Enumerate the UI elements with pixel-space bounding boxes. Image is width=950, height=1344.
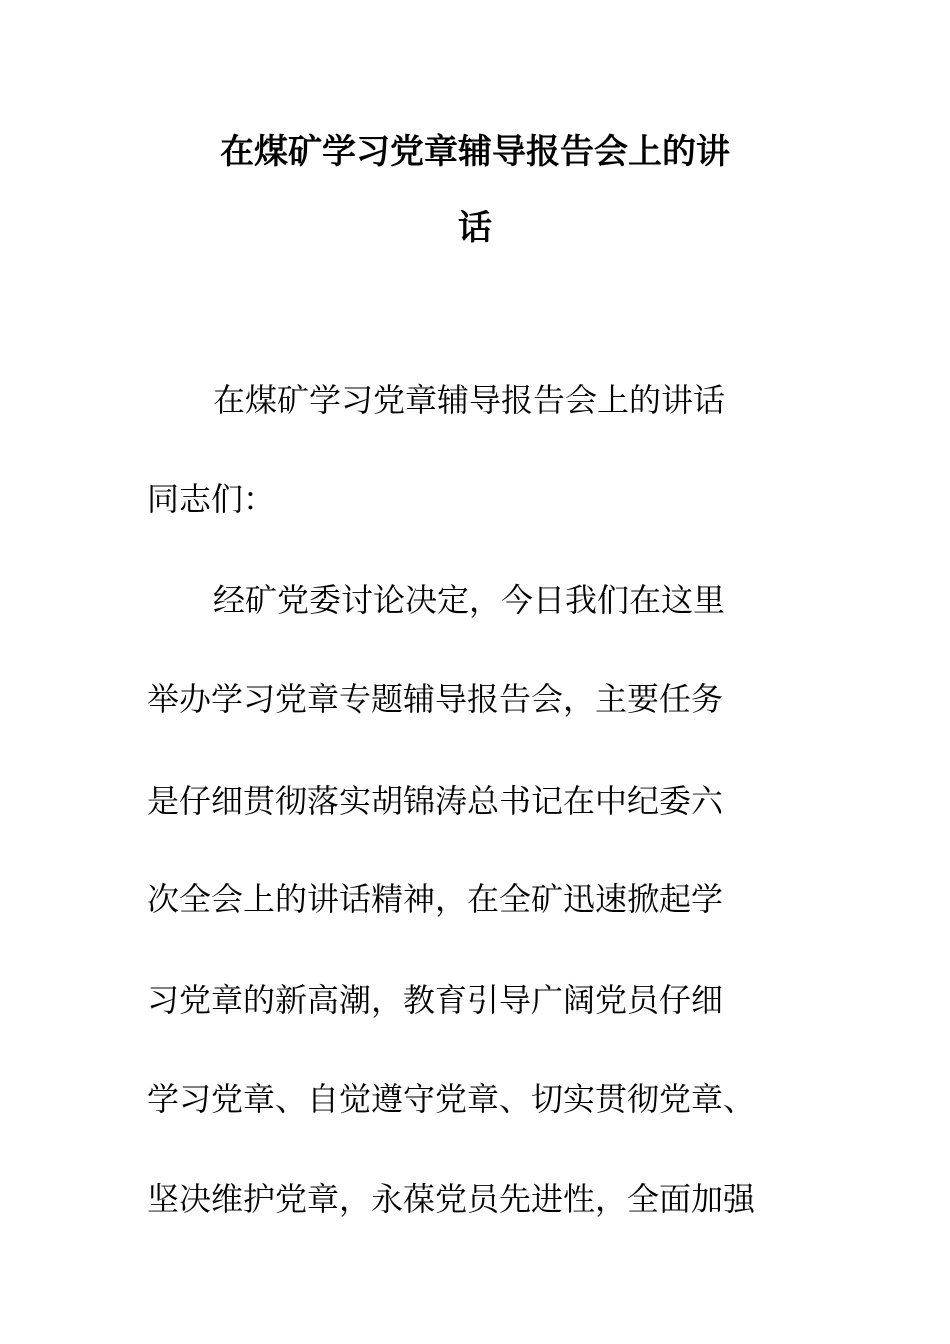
document-title-line-1: 在煤矿学习党章辅导报告会上的讲 [220,132,730,172]
document-title-line-2: 话 [458,208,492,248]
body-text-line: 坚决维护党章，永葆党员先进性，全面加强 [147,1180,756,1218]
body-text-line: 举办学习党章专题辅导报告会，主要任务 [147,680,724,718]
body-text-line: 次全会上的讲话精神，在全矿迅速掀起学 [147,880,724,918]
body-text-line: 习党章的新高潮，教育引导广阔党员仔细 [147,981,724,1019]
body-text-line: 是仔细贯彻落实胡锦涛总书记在中纪委六 [147,782,724,820]
paragraph-heading-line: 在煤矿学习党章辅导报告会上的讲话 [213,381,726,419]
body-text-line: 经矿党委讨论决定，今日我们在这里 [213,581,726,619]
salutation-line: 同志们： [147,480,276,518]
body-text-line: 学习党章、自觉遵守党章、切实贯彻党章、 [147,1080,756,1118]
